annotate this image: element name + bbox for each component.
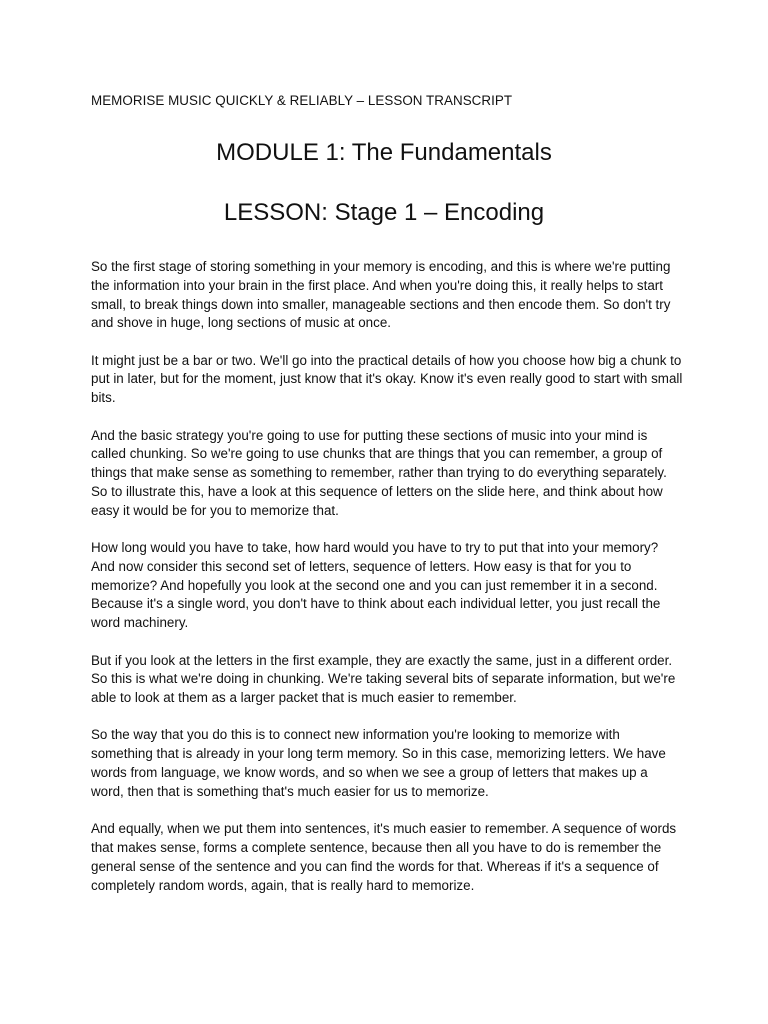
paragraph: So the way that you do this is to connect new information you're looking to memorize with something that is already in your long term memory. So in this case, memorizing letters. We have words from language, we know words, and so when we see a group of letters that makes up a word, then that is something that's much easier for us to memorize.	[91, 727, 666, 799]
transcript-body	[91, 258, 683, 914]
paragraph: And equally, when we put them into sentences, it's much easier to remember. A sequence of words that makes sense, forms a complete sentence, because then all you have to do is remember the general sense of the sentence and you can find the words for that. Whereas if it's a sequence of completely random words, again, that is really hard to memorize.	[91, 821, 677, 893]
paragraph: But if you look at the letters in the first example, they are exactly the same, just in a different order. So this is what we're doing in chunking. We're taking several bits of separate information, but we're able to look at them as a larger packet that is much easier to remember.	[91, 652, 676, 706]
module-title: MODULE 1: The Fundamentals	[216, 139, 552, 166]
paragraph: It might just be a bar or two. We'll go into the practical details of how you choose how big a chunk to put in later, but for the moment, just know that it's okay. Know it's even really good to start with small bits.	[91, 352, 683, 406]
paragraph: And the basic strategy you're going to use for putting these sections of music into your mind is called chunking. So we're going to use chunks that are things that you can remember, a group of things that make sense as something to remember, rather than trying to do everything separately. So to illustrate this, have a look at this sequence of letters on the slide here, and think about how easy it would be for you to memorize that.	[91, 427, 667, 518]
document-header: MEMORISE MUSIC QUICKLY & RELIABLY – LESSON TRANSCRIPT	[91, 93, 513, 108]
paragraph: So the first stage of storing something in your memory is encoding, and this is where we're putting the information into your brain in the first place. And when you're doing this, it really helps to start small, to break things down into smaller, manageable sections and then encode them. So don't try and shove in huge, long sections of music at once.	[91, 259, 671, 331]
paragraph: How long would you have to take, how hard would you have to try to put that into your memory? And now consider this second set of letters, sequence of letters. How easy is that for you to memorize? And hopefully you look at the second one and you can just remember it in a second. Because it's a single word, you don't have to think about each individual letter, you just recall the word machinery.	[91, 540, 661, 631]
lesson-title: LESSON: Stage 1 – Encoding	[223, 199, 545, 226]
